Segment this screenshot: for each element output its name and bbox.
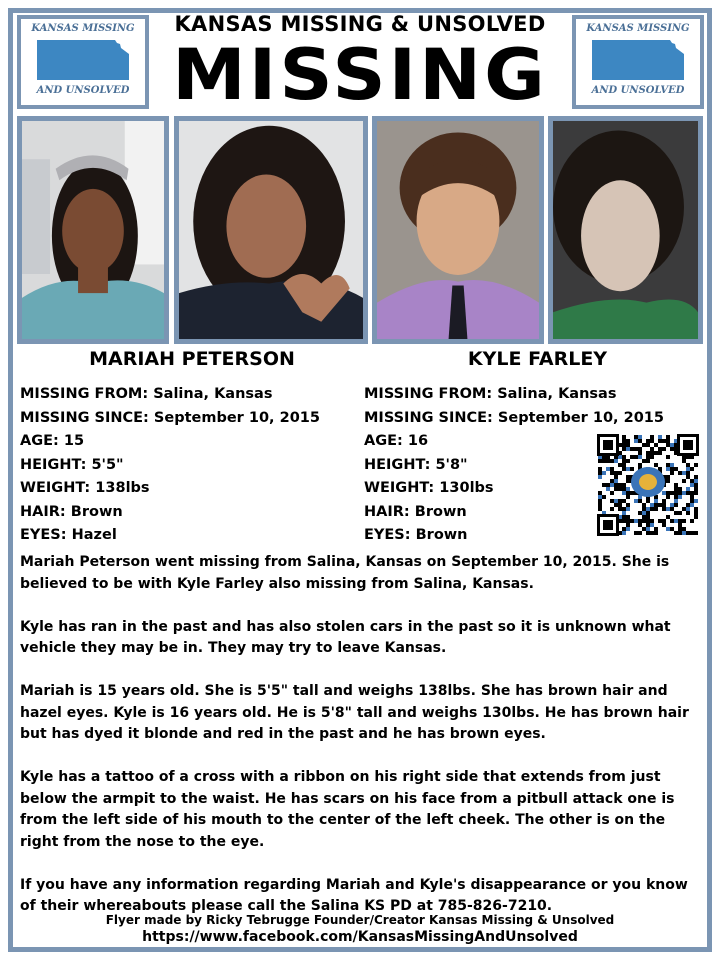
- paragraph: Kyle has ran in the past and has also stolen cars in the past so it is unknown what vehicle they may be in. They may try to leave Kansas.: [20, 618, 671, 656]
- photo-kyle-2: [548, 116, 703, 344]
- paragraph: Mariah is 15 years old. She is 5'5" tall and weighs 138lbs. She has brown hair and hazel eyes. Kyle is 16 years old. He is 5'8" tall and weighs 130lbs. He has brown hair but has dyed it blonde and red in the past and he has brown eyes.: [20, 683, 689, 742]
- person-name-kyle: KYLE FARLEY: [467, 348, 608, 370]
- fact-row: MISSING FROM: Salina, Kansas: [364, 386, 617, 402]
- kansas-state-icon: [590, 38, 686, 82]
- header-subtitle: KANSAS MISSING & UNSOLVED: [174, 12, 546, 36]
- fact-row: AGE: 16: [364, 433, 429, 449]
- facebook-link[interactable]: https://www.facebook.com/KansasMissingAndUnsolved: [142, 929, 578, 945]
- facts-mariah: [20, 383, 320, 548]
- paragraph: If you have any information regarding Mariah and Kyle's disappearance or you know of their whereabouts please call the Salina KS PD at 785-826-7210.: [20, 876, 688, 914]
- fact-row: HEIGHT: 5'5": [20, 456, 124, 473]
- header-title: MISSING: [172, 34, 548, 116]
- fact-row: HAIR: Brown: [20, 503, 123, 520]
- fact-row: MISSING FROM: Salina, Kansas: [20, 386, 273, 402]
- fact-row: MISSING SINCE: September 10, 2015: [364, 409, 664, 426]
- fact-row: EYES: Brown: [364, 527, 468, 543]
- fact-row: WEIGHT: 130lbs: [364, 480, 494, 496]
- flyer-credit: Flyer made by Ricky Tebrugge Founder/Creator Kansas Missing & Unsolved: [105, 913, 615, 927]
- logo-title: KANSAS MISSING: [586, 23, 690, 34]
- qr-code-icon[interactable]: [595, 432, 701, 538]
- person-name-mariah: MARIAH PETERSON: [89, 348, 295, 370]
- fact-row: EYES: Hazel: [20, 527, 117, 543]
- logo-right: [572, 15, 704, 109]
- logo-subtitle: AND UNSOLVED: [36, 85, 130, 96]
- photo-mariah-1: [17, 116, 169, 344]
- photo-kyle-1: [372, 116, 544, 344]
- kansas-state-icon: [35, 38, 131, 82]
- photo-mariah-2: [174, 116, 368, 344]
- fact-row: HAIR: Brown: [364, 503, 467, 520]
- logo-left: [17, 15, 149, 109]
- paragraph: Mariah Peterson went missing from Salina, Kansas on September 10, 2015. She is believed to be with Kyle Farley also missing from Salina, Kansas.: [20, 554, 670, 592]
- logo-subtitle: AND UNSOLVED: [591, 85, 685, 96]
- fact-row: HEIGHT: 5'8": [364, 456, 468, 473]
- fact-row: AGE: 15: [20, 433, 85, 449]
- description: [20, 552, 705, 939]
- logo-title: KANSAS MISSING: [31, 23, 135, 34]
- fact-row: MISSING SINCE: September 10, 2015: [20, 409, 320, 426]
- paragraph: Kyle has a tattoo of a cross with a ribbon on his right side that extends from just below the armpit to the waist. He has scars on his face from a pitbull attack one is from the left side of his mouth to the center of the left cheek. The other is on the right from the nose to the eye.: [20, 769, 675, 850]
- fact-row: WEIGHT: 138lbs: [20, 480, 150, 496]
